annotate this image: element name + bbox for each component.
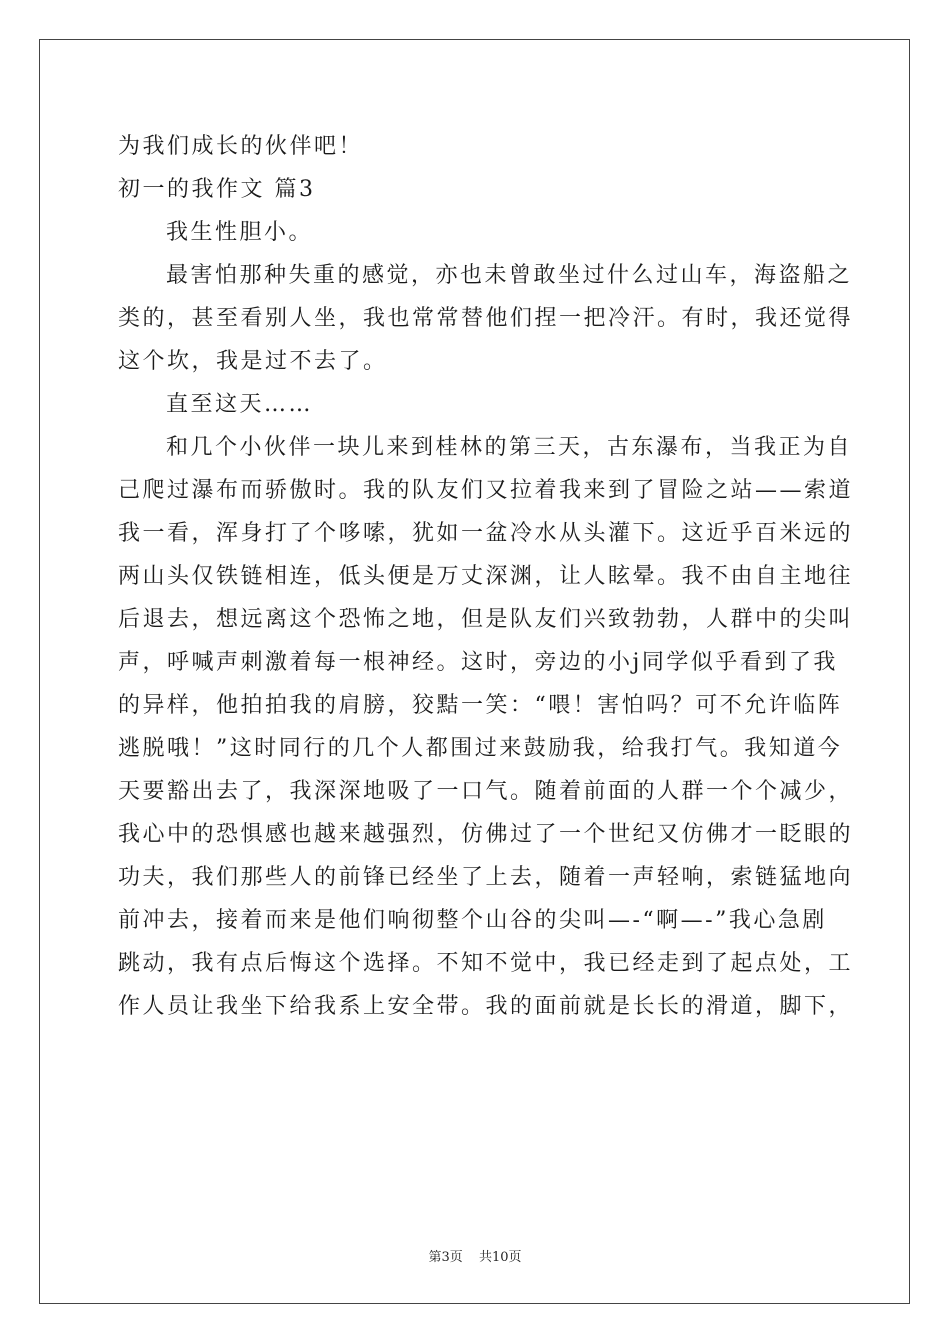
paragraph bbox=[118, 426, 854, 1028]
page-number: 第3页 bbox=[428, 1250, 463, 1265]
paragraph-line: 作人员让我坐下给我系上安全带。我的面前就是长长的滑道，脚下， bbox=[118, 994, 854, 1019]
page-total: 共10页 bbox=[478, 1250, 522, 1265]
paragraph-line: 前冲去，接着而来是他们响彻整个山谷的尖叫—-“啊—-”我心急剧 bbox=[118, 908, 827, 933]
paragraph-line: 最害怕那种失重的感觉，亦也未曾敢坐过什么过山车，海盗船之 bbox=[166, 263, 853, 288]
section-heading: 初一的我作文 篇3 bbox=[118, 177, 316, 202]
paragraph-line: 逃脱哦！”这时同行的几个人都围过来鼓励我，给我打气。我知道今 bbox=[118, 736, 843, 761]
text-line: 为我们成长的伙伴吧！ bbox=[118, 134, 364, 159]
paragraph-line: 两山头仅铁链相连，低头便是万丈深渊，让人眩晕。我不由自主地往 bbox=[118, 564, 854, 589]
paragraph bbox=[118, 211, 834, 254]
paragraph-line: 的异样，他拍拍我的肩膀，狡黠一笑：“喂！害怕吗？可不允许临阵 bbox=[118, 693, 843, 718]
paragraph-line: 跳动，我有点后悔这个选择。不知不觉中，我已经走到了起点处，工 bbox=[118, 951, 854, 976]
paragraph-line: 己爬过瀑布而骄傲时。我的队友们又拉着我来到了冒险之站——索道 bbox=[118, 478, 854, 503]
paragraph-line: 这个坎，我是过不去了。 bbox=[118, 349, 388, 374]
page-footer bbox=[0, 1246, 950, 1265]
paragraph-line: 直至这天…… bbox=[166, 392, 314, 417]
paragraph-line: 我心中的恐惧感也越来越强烈，仿佛过了一个世纪又仿佛才一眨眼的 bbox=[118, 822, 854, 847]
paragraph-line: 声，呼喊声刺激着每一根神经。这时，旁边的小j同学似乎看到了我 bbox=[118, 650, 838, 675]
document-body bbox=[118, 125, 854, 1028]
paragraph-line: 和几个小伙伴一块儿来到桂林的第三天，古东瀑布，当我正为自 bbox=[166, 435, 853, 460]
paragraphs bbox=[118, 211, 854, 1028]
paragraph bbox=[118, 254, 854, 383]
paragraph bbox=[118, 383, 834, 426]
paragraph-line: 功夫，我们那些人的前锋已经坐了上去，随着一声轻响，索链猛地向 bbox=[118, 865, 854, 890]
paragraph-line: 天要豁出去了，我深深地吸了一口气。随着前面的人群一个个减少， bbox=[118, 779, 854, 804]
paragraph-line: 类的，甚至看别人坐，我也常常替他们捏一把冷汗。有时，我还觉得 bbox=[118, 306, 854, 331]
paragraph-line: 我一看，浑身打了个哆嗦，犹如一盆冷水从头灌下。这近乎百米远的 bbox=[118, 521, 854, 546]
paragraph-line: 后退去，想远离这个恐怖之地，但是队友们兴致勃勃，人群中的尖叫 bbox=[118, 607, 854, 632]
paragraph-line: 我生性胆小。 bbox=[166, 220, 314, 245]
